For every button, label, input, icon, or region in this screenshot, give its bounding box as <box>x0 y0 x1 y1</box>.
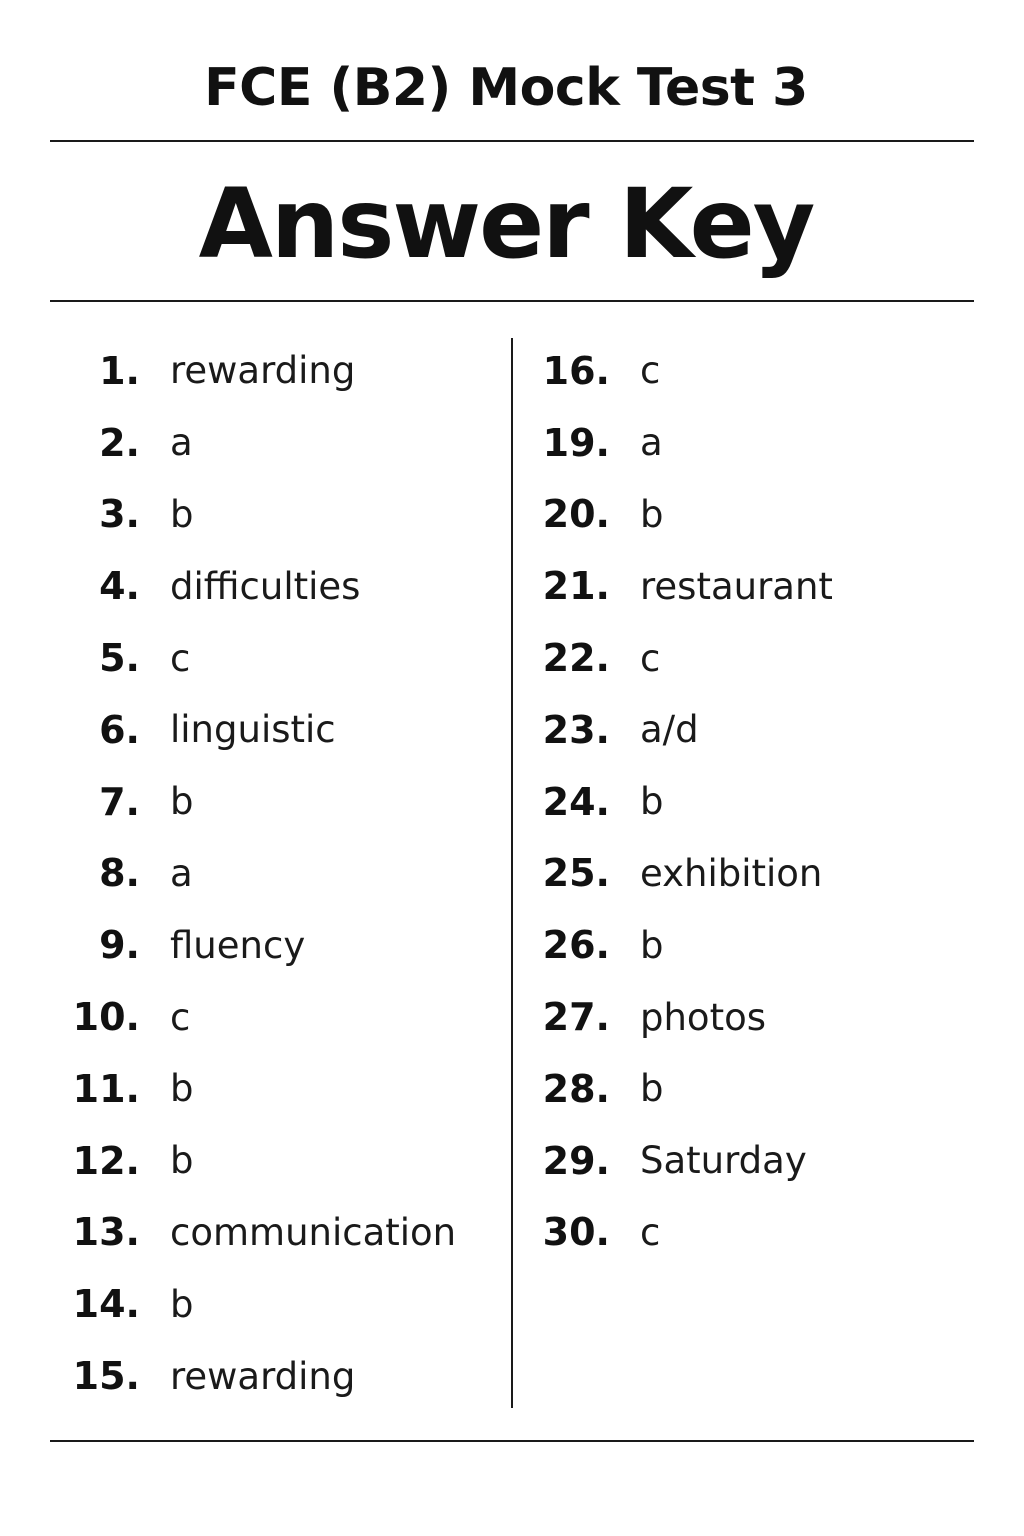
page-title: Answer Key <box>198 168 814 280</box>
answer-text: rewarding <box>170 1354 356 1398</box>
question-number: 8. <box>99 851 140 896</box>
question-number: 5. <box>99 636 140 681</box>
answer-item <box>60 909 500 981</box>
answer-item <box>60 1197 500 1269</box>
answer-text: fluency <box>170 923 306 967</box>
answer-item <box>60 335 500 407</box>
question-number: 13. <box>72 1210 140 1255</box>
answer-text: a <box>170 421 193 465</box>
answer-item <box>530 981 990 1053</box>
question-number: 14. <box>72 1282 140 1327</box>
answer-text: c <box>640 636 661 680</box>
answer-item <box>530 909 990 981</box>
answer-text: a/d <box>640 708 699 752</box>
answer-item <box>530 838 990 910</box>
answer-text: b <box>170 492 194 536</box>
answer-item <box>60 766 500 838</box>
answer-item <box>60 479 500 551</box>
answer-text: b <box>170 1067 194 1111</box>
answer-item <box>530 694 990 766</box>
answer-item <box>60 550 500 622</box>
question-number: 28. <box>542 1066 610 1111</box>
test-subtitle: FCE (B2) Mock Test 3 <box>204 58 808 118</box>
footer-rule <box>50 1440 974 1442</box>
answer-item <box>60 1053 500 1125</box>
question-number: 6. <box>99 707 140 752</box>
question-number: 21. <box>542 564 610 609</box>
question-number: 2. <box>99 420 140 465</box>
answer-text: exhibition <box>640 851 823 895</box>
answers-right-column <box>530 335 990 1268</box>
answer-text: rewarding <box>170 349 356 393</box>
column-divider <box>511 338 513 1408</box>
question-number: 25. <box>542 851 610 896</box>
question-number: 1. <box>99 348 140 393</box>
answer-text: linguistic <box>170 708 336 752</box>
answer-item <box>530 1125 990 1197</box>
answer-text: b <box>170 1139 194 1183</box>
question-number: 15. <box>72 1354 140 1399</box>
answer-text: b <box>170 1282 194 1326</box>
answer-text: photos <box>640 995 766 1039</box>
header-top-rule <box>50 140 974 142</box>
answer-item <box>530 622 990 694</box>
question-number: 19. <box>542 420 610 465</box>
answer-item <box>60 1340 500 1412</box>
answer-text: difficulties <box>170 564 361 608</box>
answer-text: a <box>640 421 663 465</box>
question-number: 3. <box>99 492 140 537</box>
question-number: 24. <box>542 779 610 824</box>
answer-item <box>530 766 990 838</box>
answer-item <box>530 407 990 479</box>
question-number: 22. <box>542 636 610 681</box>
answer-text: restaurant <box>640 564 833 608</box>
answer-item <box>60 1125 500 1197</box>
answer-text: communication <box>170 1210 457 1254</box>
question-number: 27. <box>542 995 610 1040</box>
answer-text: c <box>640 1210 661 1254</box>
answer-text: Saturday <box>640 1139 807 1183</box>
answer-item <box>60 407 500 479</box>
answer-item <box>60 622 500 694</box>
question-number: 29. <box>542 1138 610 1183</box>
answer-item <box>530 335 990 407</box>
answer-text: c <box>640 349 661 393</box>
question-number: 10. <box>72 995 140 1040</box>
question-number: 7. <box>99 779 140 824</box>
question-number: 20. <box>542 492 610 537</box>
answer-item <box>60 981 500 1053</box>
answer-text: c <box>170 995 191 1039</box>
answer-text: c <box>170 636 191 680</box>
answer-text: a <box>170 851 193 895</box>
question-number: 12. <box>72 1138 140 1183</box>
answer-text: b <box>170 780 194 824</box>
answer-text: b <box>640 923 664 967</box>
answer-text: b <box>640 1067 664 1111</box>
answer-item <box>60 838 500 910</box>
answer-item <box>530 1053 990 1125</box>
answers-left-column <box>60 335 500 1412</box>
question-number: 26. <box>542 923 610 968</box>
answer-item <box>530 1197 990 1269</box>
question-number: 23. <box>542 707 610 752</box>
question-number: 9. <box>99 923 140 968</box>
answer-item <box>60 694 500 766</box>
question-number: 4. <box>99 564 140 609</box>
question-number: 16. <box>542 348 610 393</box>
answer-item <box>530 550 990 622</box>
header-bottom-rule <box>50 300 974 302</box>
answer-item <box>60 1268 500 1340</box>
answer-text: b <box>640 780 664 824</box>
answer-item <box>530 479 990 551</box>
answer-text: b <box>640 492 664 536</box>
question-number: 11. <box>72 1066 140 1111</box>
question-number: 30. <box>542 1210 610 1255</box>
